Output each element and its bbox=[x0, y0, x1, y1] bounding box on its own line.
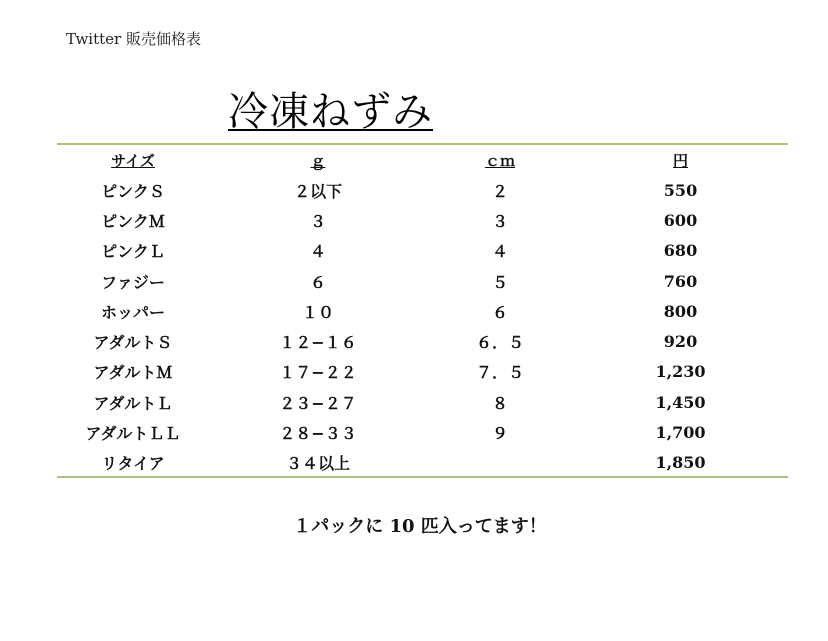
cell-cm: ４ bbox=[491, 242, 508, 262]
cell-size: リタイア bbox=[101, 454, 165, 474]
cell-price: 800 bbox=[663, 301, 698, 321]
cell-price: 1,700 bbox=[655, 423, 706, 443]
table-row bbox=[57, 296, 788, 326]
cell-price: 550 bbox=[663, 180, 698, 200]
table-row bbox=[57, 448, 788, 478]
table-row bbox=[57, 357, 788, 387]
column-header-size: サイズ bbox=[111, 151, 155, 170]
cell-cm: ７．５ bbox=[475, 363, 524, 383]
cell-cm: ６ bbox=[491, 302, 508, 322]
cell-size: アダルトＳ bbox=[93, 333, 173, 353]
cell-cm: ５ bbox=[491, 272, 508, 292]
cell-price: 920 bbox=[663, 332, 698, 352]
page-title: 冷凍ねずみ bbox=[228, 89, 433, 135]
cell-price: 680 bbox=[663, 241, 698, 261]
cell-size: ピンクＬ bbox=[101, 242, 165, 262]
table-header-row bbox=[57, 145, 788, 175]
cell-grams: １０ bbox=[301, 302, 334, 322]
cell-price: 1,230 bbox=[655, 362, 706, 382]
cell-price: 1,850 bbox=[655, 453, 706, 473]
column-header-yen: 円 bbox=[672, 151, 688, 170]
table-row bbox=[57, 326, 788, 356]
table-bottom-rule bbox=[57, 476, 788, 478]
cell-grams: ２８−３３ bbox=[279, 424, 357, 444]
cell-size: ピンクＳ bbox=[101, 181, 165, 201]
footer-note: １パックに 10 匹入ってます！ bbox=[293, 516, 547, 537]
cell-size: アダルトＭ bbox=[93, 363, 173, 383]
table-row bbox=[57, 387, 788, 417]
table-row bbox=[57, 417, 788, 447]
column-header-cm: ｃｍ bbox=[484, 151, 515, 170]
cell-size: ファジー bbox=[101, 272, 165, 292]
cell-cm: ３ bbox=[491, 211, 508, 231]
cell-cm bbox=[427, 448, 573, 478]
cell-price: 1,450 bbox=[655, 392, 706, 412]
cell-cm: ９ bbox=[491, 424, 508, 444]
cell-grams: １７−２２ bbox=[279, 363, 357, 383]
table-row bbox=[57, 205, 788, 235]
cell-size: ホッパー bbox=[100, 302, 165, 322]
cell-grams: ３ bbox=[309, 211, 326, 231]
header-label: Twitter 販売価格表 bbox=[66, 30, 201, 48]
table-row bbox=[57, 266, 788, 296]
table-row bbox=[57, 236, 788, 266]
table-row bbox=[57, 175, 788, 205]
cell-price: 600 bbox=[663, 210, 698, 230]
cell-grams: ６ bbox=[309, 272, 326, 292]
cell-size: アダルトＬ bbox=[93, 393, 173, 413]
cell-price: 760 bbox=[663, 271, 698, 291]
price-table bbox=[57, 145, 788, 478]
cell-grams: ２以下 bbox=[293, 181, 342, 201]
column-header-grams: ｇ bbox=[310, 151, 326, 170]
cell-cm: ２ bbox=[491, 181, 508, 201]
cell-grams: ２３−２７ bbox=[279, 393, 357, 413]
cell-cm: ６．５ bbox=[475, 333, 524, 353]
cell-size: ピンクＭ bbox=[101, 211, 165, 231]
cell-grams: ３４以上 bbox=[285, 454, 350, 474]
cell-size: アダルトＬＬ bbox=[85, 424, 181, 444]
cell-grams: １２−１６ bbox=[279, 333, 357, 353]
cell-cm: ８ bbox=[491, 393, 508, 413]
cell-grams: ４ bbox=[309, 242, 326, 262]
